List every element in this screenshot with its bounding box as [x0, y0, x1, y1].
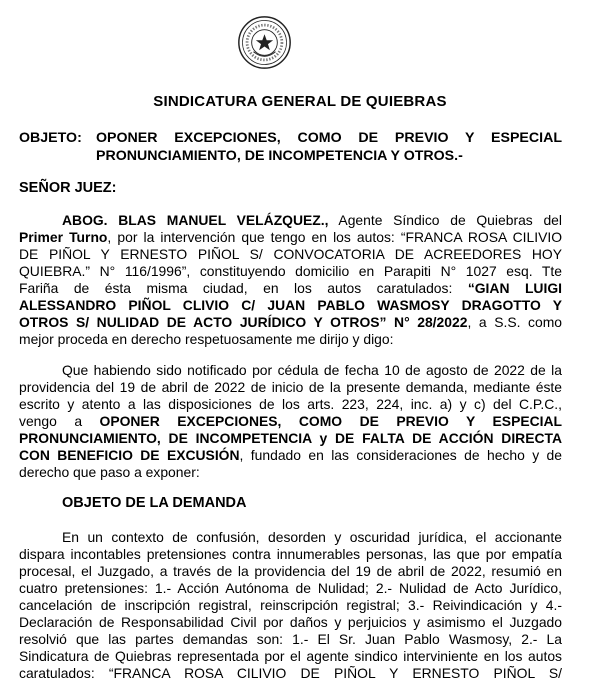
- objeto-label: OBJETO:: [19, 130, 82, 146]
- text-line: DE PIÑOL Y ERNESTO PIÑOL S/ CONVOCATORIA DE ACREEDORES HOY: [19, 246, 562, 262]
- text-line: Declaración de Responsabilidad Civil por daños y perjuicios y asimismo el Juzgado: [19, 614, 562, 630]
- text-line: dispara incontables pretensiones contra innumerables personas, las que por empatía: [19, 546, 562, 562]
- text-line: Sindicatura de Quiebras representada por el agente sindico interviniente en los autos: [19, 648, 562, 664]
- text-line: PRONUNCIAMIENTO, DE INCOMPETENCIA y DE FALTA DE ACCIÓN DIRECTA: [19, 430, 562, 446]
- paragraph-notification: [19, 362, 562, 481]
- objeto-line: PRONUNCIAMIENTO, DE INCOMPETENCIA Y OTROS.-: [96, 148, 463, 164]
- text-line: derecho que paso a exponer:: [19, 464, 200, 480]
- text-line: Fariña de ésta misma ciudad, en los autos caratulados: “GIAN LUIGI: [19, 280, 562, 296]
- paragraph-intro: [19, 212, 562, 348]
- text-line: Que habiendo sido notificado por cédula de fecha 10 de agosto de 2022 de la: [62, 362, 562, 378]
- text-line: ABOG. BLAS MANUEL VELÁZQUEZ., Agente Síndico de Quiebras del: [62, 212, 562, 228]
- text-line: Primer Turno, por la intervención que tengo en los autos: “FRANCA ROSA CILIVIO: [19, 229, 562, 245]
- text-line: cuatro pretensiones: 1.- Acción Autónoma de Nulidad; 2.- Nulidad de Acto Jurídico,: [19, 580, 562, 596]
- objeto-line: OPONER EXCEPCIONES, COMO DE PREVIO Y ESPECIAL: [96, 130, 562, 146]
- text-line: procesal, el Juzgado, a través de la providencia del 19 de abril de 2022, resumió en: [19, 563, 562, 579]
- text-line: providencia del 19 de abril de 2022 de inicio de la presente demanda, mediante éste: [19, 379, 562, 395]
- text-line: En un contexto de confusión, desorden y oscuridad jurídica, el accionante: [62, 529, 562, 545]
- paragraph-objeto-demanda: [19, 529, 562, 682]
- section-heading: OBJETO DE LA DEMANDA: [62, 495, 247, 511]
- text-line: CON BENEFICIO DE EXCUSIÓN, fundado en las consideraciones de hecho y de: [19, 447, 562, 463]
- republic-seal-icon: [237, 15, 292, 70]
- text-line: ALESSANDRO PIÑOL CLIVIO C/ JUAN PABLO WASMOSY DRAGOTTO Y: [19, 297, 562, 313]
- text-line: mejor proceda en derecho respetuosamente me dirijo y digo:: [19, 331, 394, 347]
- text-line: cancelación de inscripción registral, reinscripción registral; 3.- Reivindicación y 4.-: [19, 597, 562, 613]
- document-title: SINDICATURA GENERAL DE QUIEBRAS: [153, 93, 447, 110]
- text-line: vengo a OPONER EXCEPCIONES, COMO DE PREVIO Y ESPECIAL: [19, 413, 563, 429]
- objeto-block: [19, 129, 562, 165]
- text-line: QUIEBRA.” N° 116/1996”, constituyendo domicilio en Parapiti N° 1027 esq. Tte: [19, 263, 562, 279]
- text-line: caratulados: “FRANCA ROSA CILIVIO DE PIÑOL Y ERNESTO PIÑOL S/: [19, 665, 562, 681]
- text-line: OTROS S/ NULIDAD DE ACTO JURÍDICO Y OTROS” N° 28/2022, a S.S. como: [19, 314, 562, 330]
- salutation: SEÑOR JUEZ:: [19, 180, 117, 196]
- text-line: escrito y atento a las disposiciones de los arts. 223, 224, inc. a) y c) del C.P.C.,: [19, 396, 562, 412]
- text-line: resolvió que las partes demandas son: 1.- El Sr. Juan Pablo Wasmosy, 2.- La: [19, 631, 562, 647]
